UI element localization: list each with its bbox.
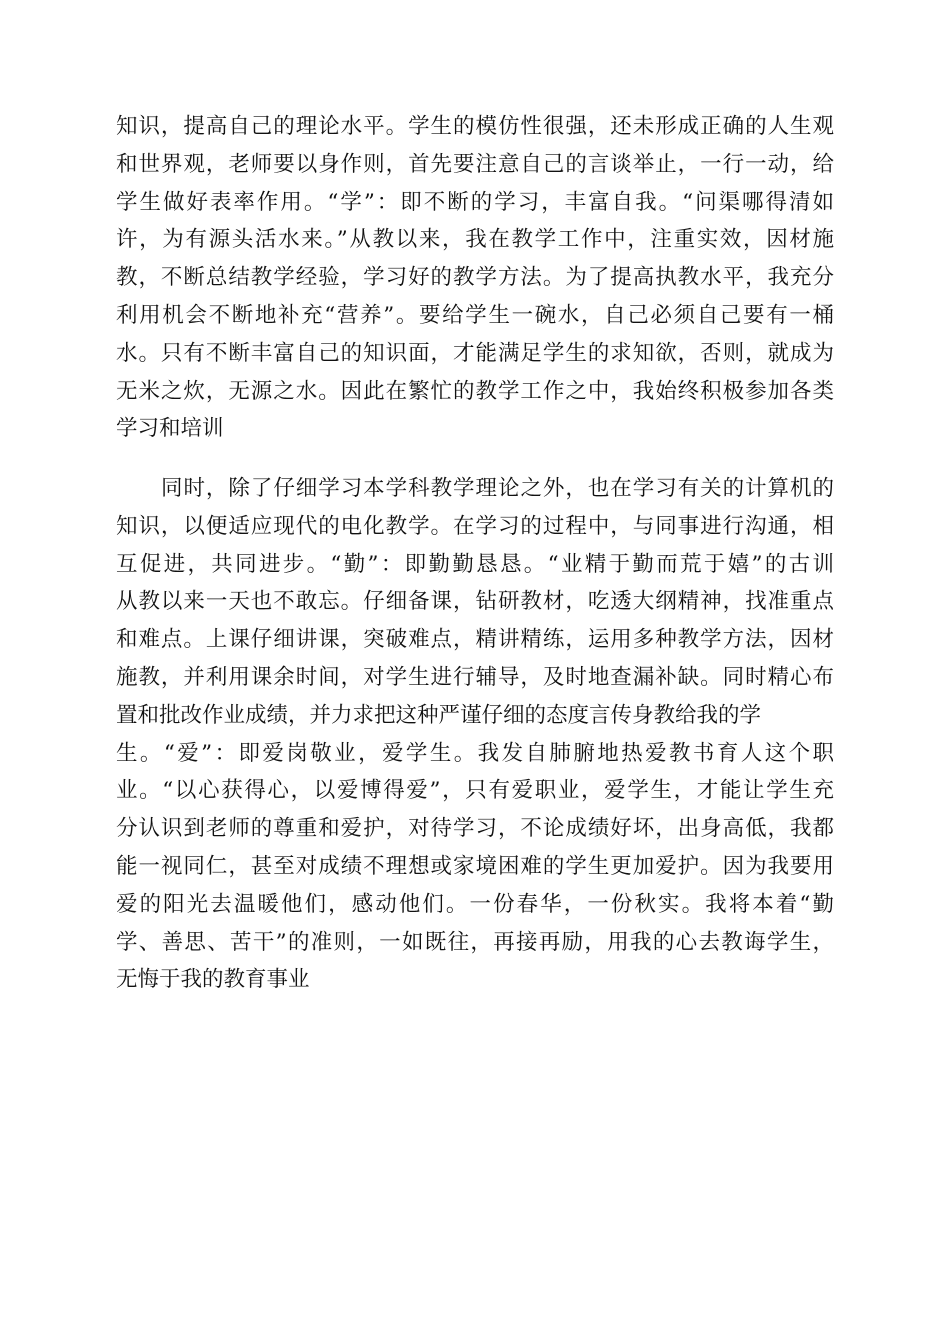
text-line: 无米之炊，无源之水。因此在繁忙的教学工作之中，我始终积极参加各类: [116, 378, 834, 404]
text-line: 互促进，共同进步。“勤”：即勤勤恳恳。“业精于勤而荒于嬉”的古训: [116, 551, 834, 577]
text-line: 置和批改作业成绩，并力求把这种严谨仔细的态度言传身教给我的学: [116, 702, 762, 728]
text-line: 教，不断总结教学经验，学习好的教学方法。为了提高执教水平，我充分: [116, 265, 834, 291]
text-line: 能一视同仁，甚至对成绩不理想或家境困难的学生更加爱护。因为我要用: [116, 853, 834, 879]
text-line: 和难点。上课仔细讲课，突破难点，精讲精练，运用多种教学方法，因材: [116, 627, 834, 653]
text-line: 爱的阳光去温暖他们，感动他们。一份春华，一份秋实。我将本着“勤: [116, 891, 834, 917]
text-line: 知识，提高自己的理论水平。学生的模仿性很强，还未形成正确的人生观: [116, 114, 834, 139]
paragraph-1: [116, 108, 834, 448]
paragraph-2: [116, 470, 834, 999]
text-line: 学、善思、苦干”的准则，一如既往，再接再励，用我的心去教诲学生，: [116, 929, 834, 955]
text-line: 利用机会不断地补充“营养”。要给学生一碗水，自己必须自己要有一桶: [116, 302, 834, 328]
text-line: 无悔于我的教育事业: [116, 967, 310, 993]
text-line: 施教，并利用课余时间，对学生进行辅导，及时地查漏补缺。同时精心布: [116, 664, 834, 690]
text-line: 水。只有不断丰富自己的知识面，才能满足学生的求知欲，否则，就成为: [116, 340, 834, 366]
text-line: 学习和培训: [116, 416, 224, 442]
text-line: 生。“爱”：即爱岗敬业，爱学生。我发自肺腑地热爱教书育人这个职: [116, 740, 834, 766]
text-line: 分认识到老师的尊重和爱护，对待学习，不论成绩好坏，出身高低，我都: [116, 816, 834, 842]
text-line: 知识，以便适应现代的电化教学。在学习的过程中，与同事进行沟通，相: [116, 513, 834, 539]
text-line: 和世界观，老师要以身作则，首先要注意自己的言谈举止，一行一动，给: [116, 151, 834, 177]
text-line: 学生做好表率作用。“学”：即不断的学习，丰富自我。“问渠哪得清如: [116, 189, 834, 215]
text-line: 许，为有源头活水来。”从教以来，我在教学工作中，注重实效，因材施: [116, 227, 834, 253]
text-line: 同时，除了仔细学习本学科教学理论之外，也在学习有关的计算机的: [161, 476, 834, 501]
text-line: 业。“以心获得心，以爱博得爱”，只有爱职业，爱学生，才能让学生充: [116, 778, 834, 804]
text-line: 从教以来一天也不敢忘。仔细备课，钻研教材，吃透大纲精神，找准重点: [116, 589, 834, 615]
